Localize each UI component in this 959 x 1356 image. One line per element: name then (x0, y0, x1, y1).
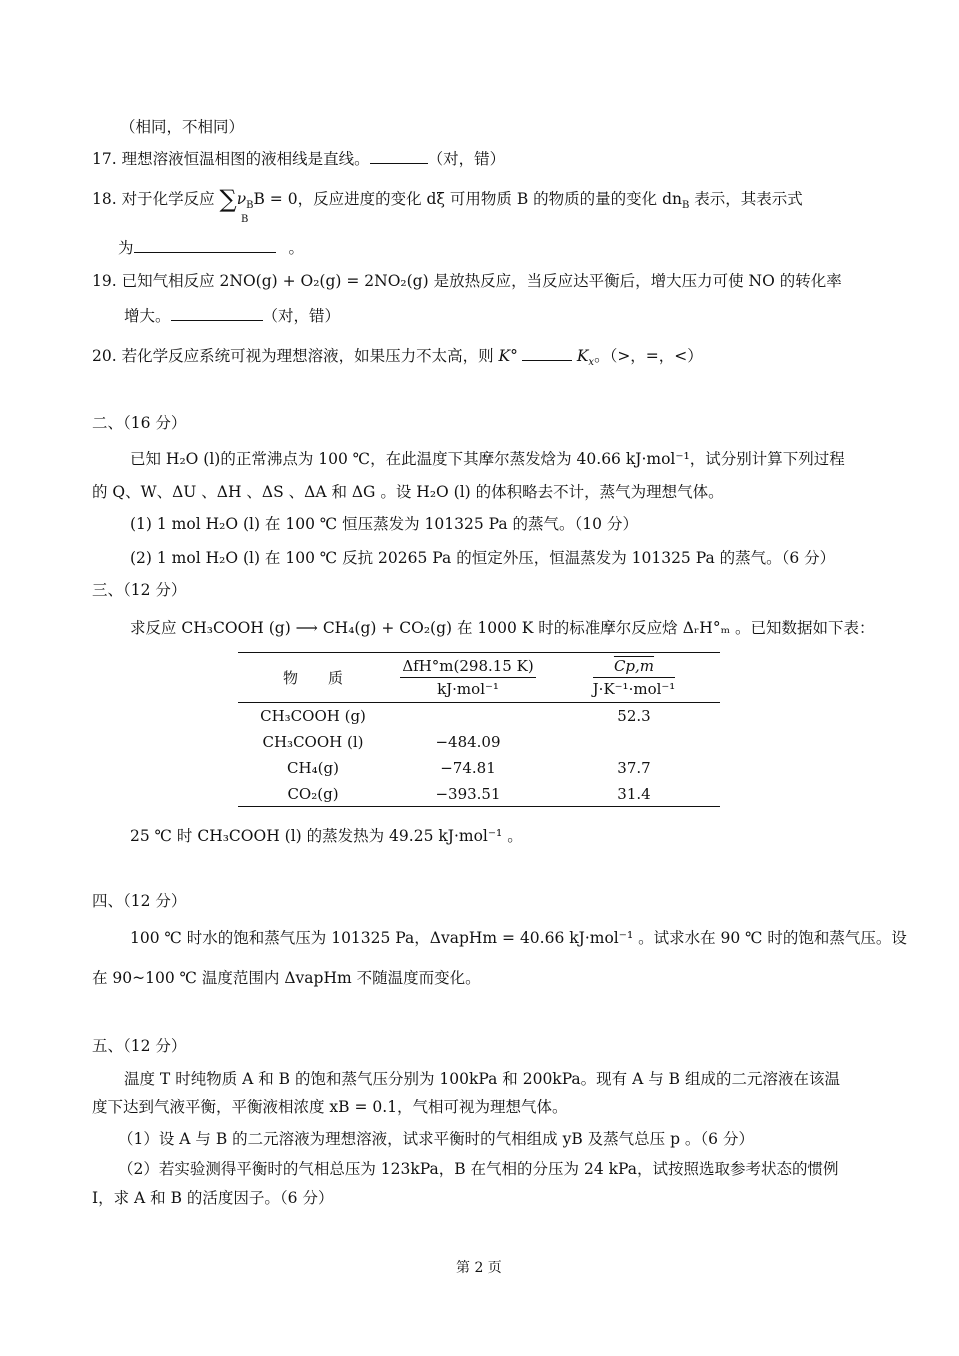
section-2-heading: 二、（16 分） (92, 414, 187, 432)
table-row (238, 781, 720, 807)
q18-n-sub: B (681, 200, 690, 212)
q19-options: （对，错） (262, 307, 341, 325)
data-table (238, 652, 720, 807)
q19-line2 (124, 306, 340, 326)
q17-text: 理想溶液恒温相图的液相线是直线。 (121, 150, 370, 168)
table-row (238, 729, 720, 755)
q18-line2-label: 为 (118, 239, 134, 257)
table-header-enthalpy (388, 652, 548, 703)
table-bottom-rule (238, 806, 720, 807)
summation-symbol: ∑ (219, 185, 237, 213)
q17-options: （对，错） (427, 150, 506, 168)
table-cell-enthalpy: −484.09 (435, 733, 501, 751)
table-cell-enthalpy (388, 703, 548, 730)
question-18 (92, 185, 803, 213)
q20-options: 。（>，=，<） (594, 347, 703, 365)
q20-k-standard: K° (498, 347, 518, 365)
table-cell-substance: CH₃COOH (g) (260, 707, 366, 725)
table-cell-enthalpy: −74.81 (440, 759, 496, 777)
q20-answer-blank (522, 346, 572, 361)
table-cell-heat-capacity: 31.4 (617, 785, 651, 803)
q18-pre: 对于化学反应 (121, 190, 215, 208)
q16-options: （相同，不相同） (120, 118, 245, 136)
table-row (238, 703, 720, 730)
table-header-substance: 物 质 (238, 652, 388, 703)
q19-line2-text: 增大。 (124, 307, 171, 325)
section-2-para-2: 的 Q、W、ΔU 、ΔH 、ΔS 、ΔA 和 ΔG 。设 H₂O (l) 的体积略去不计，蒸气为理想气体。 (92, 483, 724, 501)
question-20 (92, 346, 703, 369)
table-cell-substance: CH₃COOH (l) (262, 733, 364, 751)
q18-post: 表示，其表示式 (694, 190, 803, 208)
q17-number: 17. (92, 150, 117, 168)
section-3-para: 求反应 CH₃COOH (g) ⟶ CH₄(g) + CO₂(g) 在 1000 K 时的标准摩尔反应焓 ΔᵣH°ₘ 。已知数据如下表： (130, 619, 875, 637)
q18-line2 (118, 238, 304, 258)
section-2-item-1: (1) 1 mol H₂O (l) 在 100 ℃ 恒压蒸发为 101325 Pa 的蒸气。（10 分） (130, 515, 638, 533)
table-row (238, 755, 720, 781)
section-5-heading: 五、（12 分） (92, 1037, 187, 1055)
q19-number: 19. (92, 272, 117, 290)
question-17 (92, 149, 505, 169)
table-cell-heat-capacity (548, 729, 720, 755)
table-cell-enthalpy: −393.51 (435, 785, 501, 803)
question-19 (92, 271, 842, 291)
q19-text: 已知气相反应 2NO(g) + O₂(g) = 2NO₂(g) 是放热反应，当反应达平衡后，增大压力可使 NO 的转化率 (121, 272, 842, 290)
section-3-note: 25 ℃ 时 CH₃COOH (l) 的蒸发热为 49.25 kJ·mol⁻¹ 。 (130, 827, 523, 845)
q20-text: 若化学反应系统可视为理想溶液，如果压力不太高，则 (121, 347, 494, 365)
section-5-para-5: I，求 A 和 B 的活度因子。（6 分） (92, 1189, 334, 1207)
q19-answer-blank (171, 306, 263, 321)
section-5-para-1: 温度 T 时纯物质 A 和 B 的饱和蒸气压分别为 100kPa 和 200kPa。现有 A 与 B 组成的二元溶液在该温 (124, 1070, 840, 1088)
section-4-para-2: 在 90~100 ℃ 温度范围内 ΔvapHm 不随温度而变化。 (92, 969, 481, 987)
table-header-heat-capacity (548, 652, 720, 703)
q18-nu: ν (236, 190, 247, 208)
q18-number: 18. (92, 190, 117, 208)
q18-eq-tail: B = 0，反应进度的变化 dξ 可用物质 B 的物质的量的变化 dn (253, 190, 682, 208)
section-2-para-1: 已知 H₂O (l)的正常沸点为 100 ℃，在此温度下其摩尔蒸发焓为 40.66 kJ·mol⁻¹，试分别计算下列过程 (130, 450, 845, 468)
table-cell-heat-capacity: 37.7 (617, 759, 651, 777)
heat-capacity-header-denominator: J·K⁻¹·mol⁻¹ (592, 679, 676, 698)
section-5-para-2: 度下达到气液平衡，平衡液相浓度 xB = 0.1，气相可视为理想气体。 (92, 1098, 568, 1116)
q20-kx-sub: x (588, 357, 595, 369)
q18-nu-sub: B (246, 200, 254, 212)
section-3-heading: 三、（12 分） (92, 581, 187, 599)
q18-answer-blank (134, 238, 276, 253)
q18-sum-subscript: B (241, 214, 249, 225)
section-4-para-1: 100 ℃ 时水的饱和蒸气压为 101325 Pa，ΔvapHm = 40.66 kJ·mol⁻¹ 。试求水在 90 ℃ 时的饱和蒸气压。设 (130, 929, 907, 947)
heat-capacity-header-numerator: Cp,m (593, 657, 676, 678)
q20-kx: K (576, 347, 589, 365)
q17-answer-blank (370, 149, 428, 164)
section-5-para-4: （2）若实验测得平衡时的气相总压为 123kPa，B 在气相的分压为 24 kPa，试按照选取参考状态的惯例 (118, 1160, 839, 1178)
page-footer: 第 2 页 (456, 1260, 502, 1276)
q18-end: 。 (288, 239, 304, 257)
enthalpy-header-numerator: ΔfH°m(298.15 K) (400, 657, 535, 678)
section-2-item-2: (2) 1 mol H₂O (l) 在 100 ℃ 反抗 20265 Pa 的恒定外压，恒温蒸发为 101325 Pa 的蒸气。（6 分） (130, 549, 836, 567)
section-5-para-3: （1）设 A 与 B 的二元溶液为理想溶液，试求平衡时的气相组成 yB 及蒸气总压 p 。（6 分） (118, 1130, 754, 1148)
section-4-heading: 四、（12 分） (92, 892, 187, 910)
q20-number: 20. (92, 347, 117, 365)
enthalpy-header-denominator: kJ·mol⁻¹ (437, 679, 499, 698)
table-header-row (238, 652, 720, 703)
table-cell-substance: CO₂(g) (287, 785, 339, 803)
table-cell-heat-capacity: 52.3 (617, 707, 651, 725)
table-cell-substance: CH₄(g) (287, 759, 339, 777)
